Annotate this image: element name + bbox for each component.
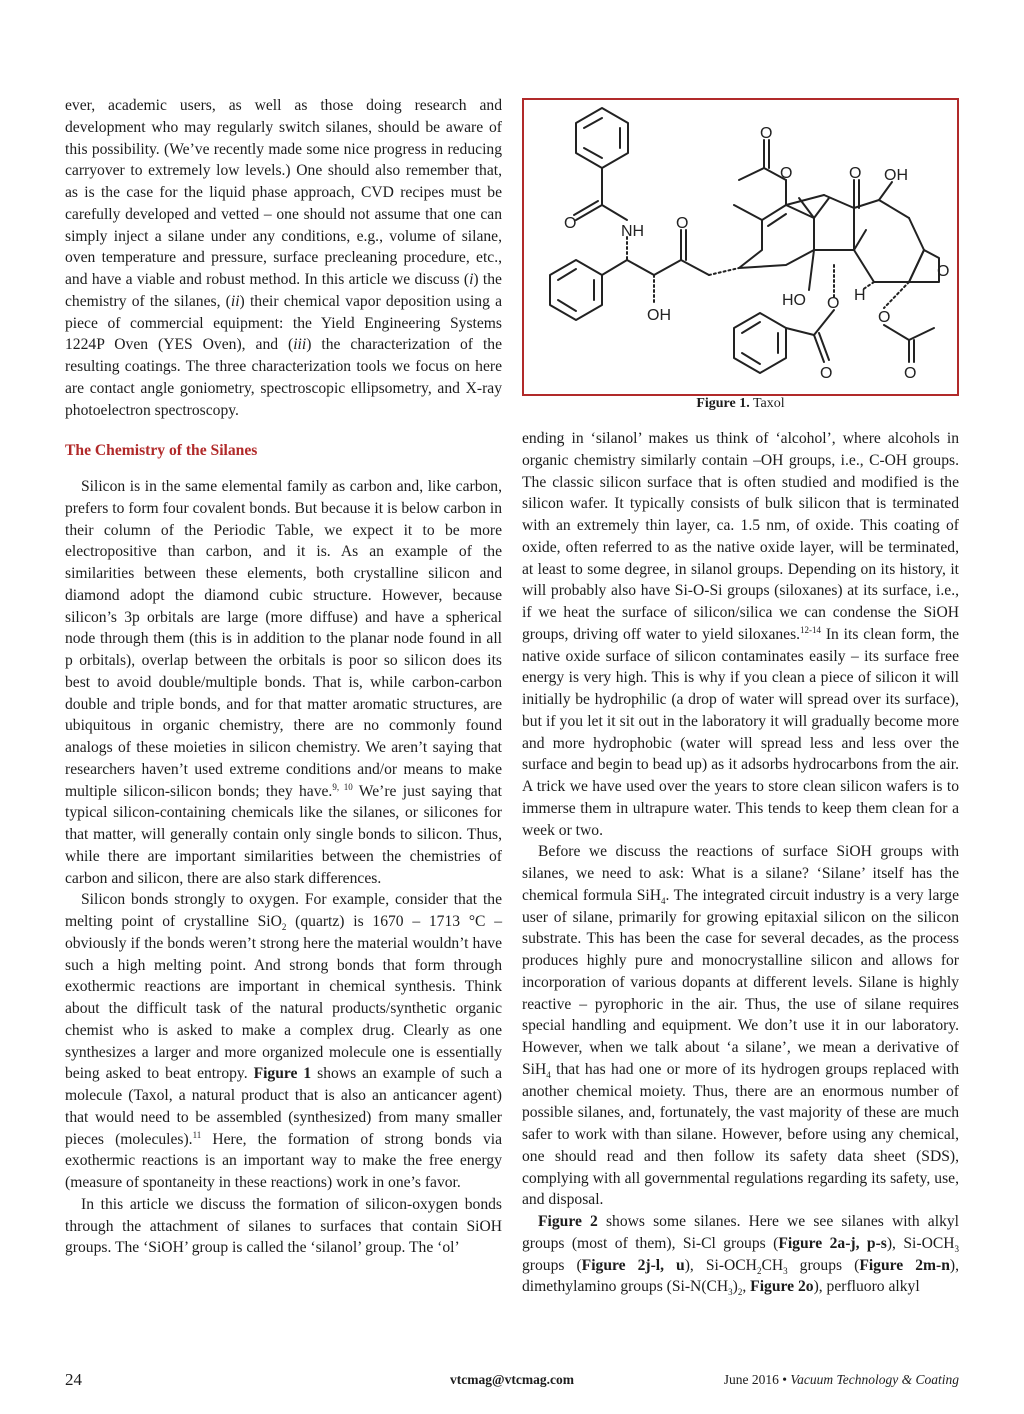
atom-o-amide: O [564, 215, 577, 232]
paragraph-what-is-silane: Before we discuss the reactions of surface SiOH groups with silanes, we need to ask: What is a silane? ‘Silane’ itself has the chemical formula SiH$_4$. The integrated circuit industry is a very large user of silane, primarily for growing epitaxial silicon on the silicon substrate. This has been the case for several decades, as the process produces highly pure and monocrystalline silicon and allows for incorporation of various dopants at different levels. Silane is highly reactive – pyrophoric in the air. Thus, the use of silane requires special handling and equipment. We don’t use it in our laboratory. However, when we talk about ‘a silane’, we mean a derivative of SiH$_4$ that has had one or more of its hydrogen groups replaced with another chemical moiety. Thus, there are an enormous number of possible silanes, and, fortunately, the vast majority of these are much safer to work with than silane. However, before using any chemical, one should read and then follow its safety data sheet (SDS), complying with all governmental regulations regarding its safety, use, and disposal. [522, 843, 960, 1209]
right-column [522, 428, 959, 1298]
paragraph-figure-2: Figure 2 shows some silanes. Here we see silanes with alkyl groups (most of them), Si-Cl groups (Figure 2a-j, p-s), $Si-OCH_3$ groups (Figure 2j-l, u), $Si-OCH_2CH_3$ groups (Figure 2m-n), dimethylamino groups ($Si-N(CH_3)_2$, Figure 2o), perfluoro alkyl [522, 1213, 959, 1298]
atom-o-benzoate: O [827, 295, 840, 312]
atom-o-core: O [849, 165, 862, 182]
atom-oh-core: OH [884, 167, 908, 184]
left-column [65, 95, 502, 1259]
paragraph-silicon-family: Silicon is in the same elemental family as carbon and, like carbon, prefers to form four covalent bonds. But because it is below carbon in their column of the Periodic Table, we expect it to be more electropositive than carbon, and it is. As an example of the similarities between these elements, both crystalline silicon and diamond adopt the diamond cubic structure. However, because silicon’s 3p orbitals are large (more diffuse) and have a spherical node through them (this is in addition to the planar node found in all p orbitals), overlap between the orbitals is poor so silicon does its best to avoid double/multiple bonds. That is, while carbon-carbon double and triple bonds, and for that matter aromatic structures, are ubiquitous in organic chemistry, there are no commonly found analogs of these moieties in silicon chemistry. We aren’t saying that researchers haven’t used extreme conditions and/or means to make multiple silicon-silicon bonds; they have.$^{9, 10}$ We’re just saying that typical silicon-containing chemicals like the silanes, or silicones for that matter, will generally contain only single bonds to silicon. Thus, while there are important similarities between the chemistries of carbon and silicon, there are also stark differences. [65, 478, 502, 887]
atom-o-acetate: O [760, 125, 773, 142]
page-number: 24 [65, 1370, 82, 1389]
atom-o-ester: O [780, 165, 793, 182]
atom-o-benzoate-carbonyl: O [820, 365, 833, 382]
section-heading: The Chemistry of the Silanes [65, 442, 258, 460]
paragraph-silicon-oxygen: Silicon bonds strongly to oxygen. For example, consider that the melting point of crystalline SiO$_2$ (quartz) is 1670 – 1713 °C – obviously if the bonds weren’t strong here the material wouldn’t have such a high melting point. And strong bonds that form through exothermic reactions are important in chemical synthesis. Think about the difficult task of the natural products/synthetic organic chemist who is asked to make a complex drug. Clearly as one synthesizes a larger and more organized molecule one is essentially being asked to beat entropy. Figure 1 shows an example of such a molecule (Taxol, a natural product that is also an anticancer agent) that would need to be assembled (synthesized) from many smaller pieces (molecules).$^{11}$ Here, the formation of strong bonds via exothermic reactions is an important way to make the free energy (measure of spontaneity in these reactions) work in one’s favor. [65, 891, 502, 1191]
footer-issue: June 2016 • Vacuum Technology & Coating [723, 1372, 959, 1387]
atom-o-ketone: O [676, 215, 689, 232]
atom-ho: HO [782, 292, 806, 309]
atom-o-acetate-carbonyl: O [904, 365, 917, 382]
footer-email-link[interactable]: vtcmag@vtcmag.com [450, 1372, 574, 1387]
atom-o-acetate-bottom: O [878, 309, 891, 326]
atom-o-oxetane: O [937, 263, 950, 280]
paragraph-silanol: In this article we discuss the formation of silicon-oxygen bonds through the attachment of silanes to surfaces that contain SiOH groups. The ‘SiOH’ group is called the ‘silanol’ group. The ‘ol’ [65, 1195, 502, 1257]
paragraph-intro-continued: ever, academic users, as well as those doing research and development who may regularly switch silanes, should be aware of this possibility. (We’ve recently made some nice progress in reducing carryover to extremely low levels.) One should also remember that, as is the case for the liquid phase approach, CVD recipes must be carefully developed and vetted – one should not assume that one can simply inject a silane under any conditions, e.g., volume of silane, oven temperature and pressure, surface precleaning procedure, etc., and have a viable and robust method. In this article we discuss (i) the chemistry of the silanes, (ii) their chemical vapor deposition using a piece of commercial equipment: the Yield Engineering Systems 1224P Oven (YES Oven), and (iii) the characterization of the resulting coatings. The three characterization tools we focus on here are contact angle goniometry, spectroscopic ellipsometry, and X-ray photoelectron spectroscopy. [65, 97, 502, 419]
taxol-structure [524, 100, 957, 394]
figure-1-caption: Figure 1. Taxol [696, 396, 785, 411]
figure-1-frame [522, 98, 959, 396]
atom-h: H [854, 287, 866, 304]
atom-nh: NH [621, 223, 645, 240]
paragraph-silanol-continued: ending in ‘silanol’ makes us think of ‘alcohol’, where alcohols in organic chemistry similarly contain –OH groups, i.e., C-OH groups. The classic silicon surface that is often studied and modified is the silicon wafer. It typically consists of bulk silicon that is terminated with an extremely thin layer, ca. 1.5 nm, of oxide. This coating of oxide, often referred to as the native oxide layer, will be terminated, at least to some degree, in silanol groups. Depending on its history, it will probably also have Si-O-Si groups (siloxanes) at its surface, i.e., if we heat the surface of silicon/silica we can condense the SiOH groups, driving off water to yield siloxanes.$^{12-14}$ In its clean form, the native oxide surface of silicon contaminates easily – its surface free energy is very high. This is why if you clean a piece of silicon it will initially be hydrophilic (a drop of water will spread over its surface), but if you let it sit out in the laboratory it will gradually become more and more hydrophobic (water will spread less and less over the surface and begin to bead up) as it adsorbs hydrocarbons from the air. A trick we have used over the years to store clean silicon wafers is to immerse them in ultrapure water. This tends to keep them clean for a week or two. [522, 430, 959, 839]
atom-oh-chain: OH [647, 307, 671, 324]
